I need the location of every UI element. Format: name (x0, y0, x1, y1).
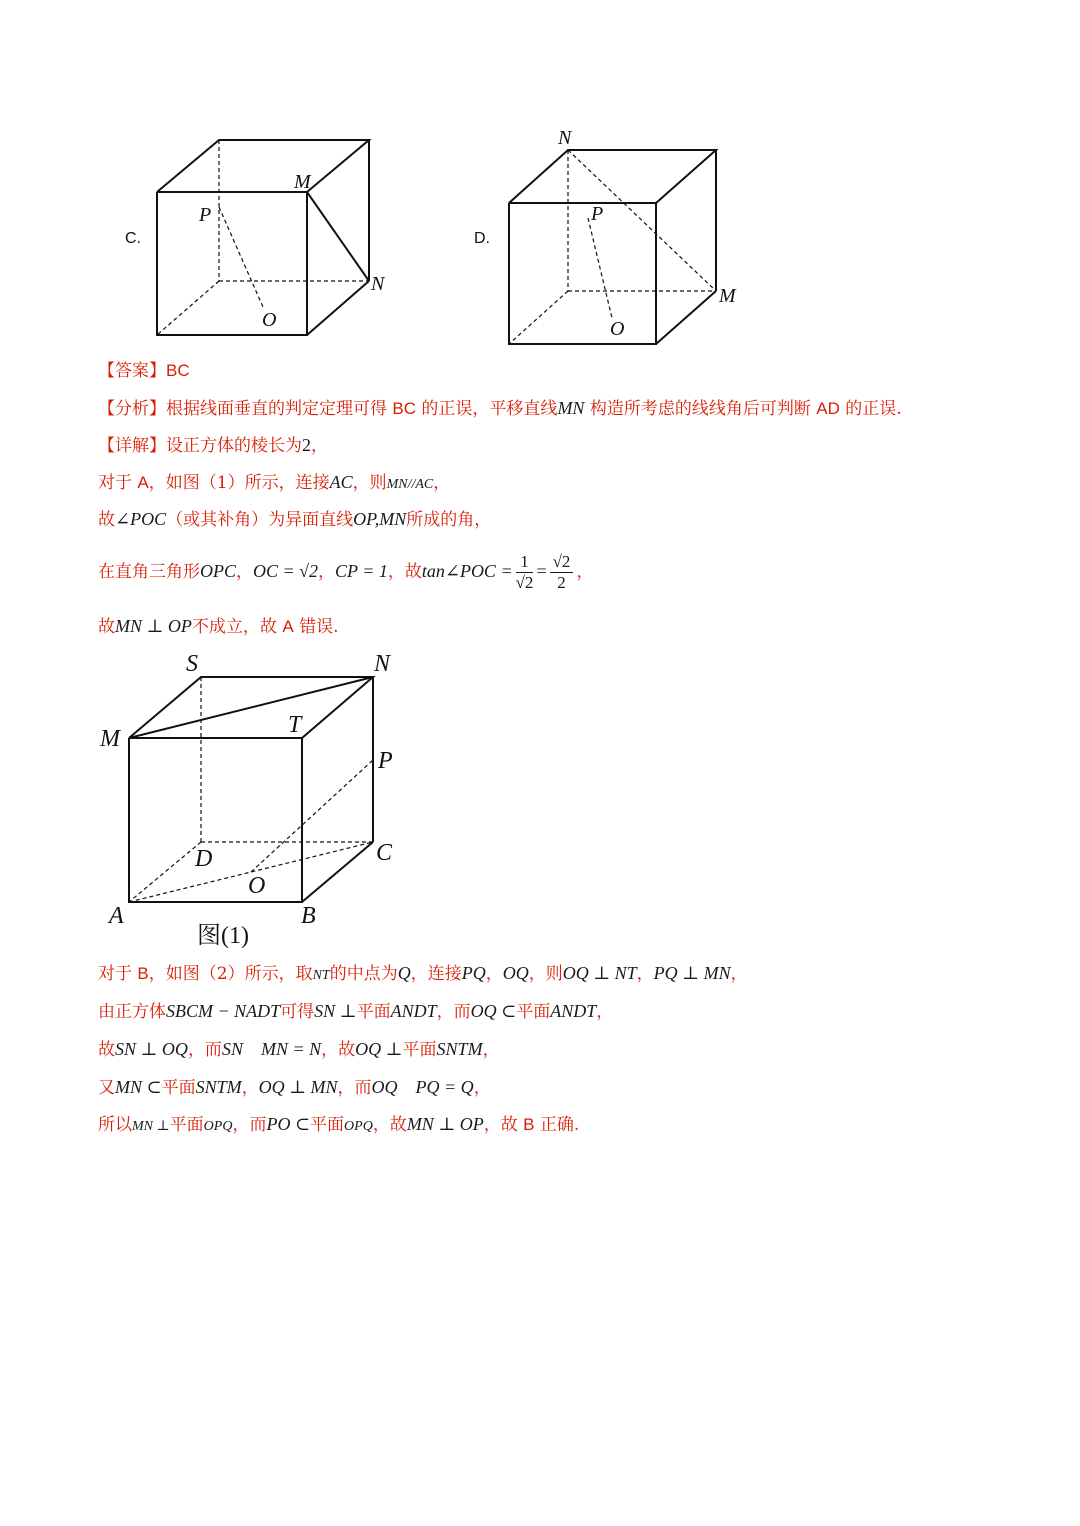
label-s: S (186, 651, 198, 677)
option-ref: AD (816, 399, 840, 418)
answer-bracket: 【答案】 (98, 361, 166, 381)
text: 设正方体的棱长为 (166, 436, 302, 456)
text: 不成立，故 (191, 617, 283, 637)
label-n: N (371, 273, 385, 295)
figure-caption: 图(1) (197, 923, 249, 949)
option-a-line-1 (98, 470, 450, 497)
cube-figure-c (157, 140, 369, 335)
text: 由正方体 (98, 1002, 166, 1022)
text: 正确. (534, 1115, 580, 1135)
label-m: M (294, 171, 311, 193)
math: OC = √2 (253, 561, 319, 581)
label-p: P (378, 748, 393, 774)
text: 所成的角， (406, 510, 492, 530)
detail-line (98, 433, 328, 458)
text: ，则 (352, 473, 387, 493)
text: 故 (98, 510, 115, 530)
text: ，故 (321, 1040, 356, 1060)
text: 平面 (356, 1002, 391, 1022)
option-b-line-2 (98, 999, 613, 1024)
option-ref: A (282, 617, 294, 636)
label-m: M (719, 285, 736, 307)
text: ，则 (528, 964, 563, 984)
text: 平面 (161, 1078, 196, 1098)
label-p: P (591, 203, 604, 225)
math: SN ⊥ OQ (115, 1039, 188, 1059)
text: 故 (98, 1040, 115, 1060)
text: ， (241, 1078, 259, 1098)
label-n: N (374, 651, 391, 677)
math: tan∠POC = (421, 561, 513, 581)
text: 的正误，平移直线 (416, 399, 558, 419)
math: MN//AC (386, 477, 434, 492)
text: ，故 (387, 562, 422, 582)
text: ， (236, 562, 253, 582)
math: PQ ⊥ MN (653, 963, 731, 983)
math: MN ⊂ (115, 1077, 162, 1097)
math: OQ ⊥ NT (562, 963, 637, 983)
text: ，而 (436, 1002, 471, 1022)
text: 平面 (310, 1115, 345, 1135)
label-c: C (376, 840, 393, 866)
analysis-line (98, 396, 902, 421)
text: 又 (98, 1078, 115, 1098)
option-a-line-3 (98, 552, 593, 593)
answer-value: BC (166, 361, 190, 380)
option-ref: BC (392, 399, 417, 418)
math: 2 (302, 435, 311, 455)
text: ，而 (232, 1115, 267, 1135)
cube-figure-1 (129, 677, 373, 902)
text: ， (636, 964, 654, 984)
text: 所以 (98, 1115, 132, 1135)
text: 根据线面垂直的判定定理可得 (166, 399, 393, 419)
text: ， (485, 964, 503, 984)
text: ，而 (337, 1078, 372, 1098)
text: ， (576, 562, 594, 582)
math: MN ⊥ OP (406, 1114, 484, 1134)
label-d: D (195, 846, 213, 872)
text: ， (730, 964, 748, 984)
math: OP,MN (353, 509, 407, 529)
math: OQ PQ = Q (371, 1077, 474, 1097)
numerator: 1 (516, 552, 534, 573)
math: MN ⊥ OP (115, 616, 192, 636)
text: ，故 (372, 1115, 407, 1135)
text: （或其补角）为异面直线 (166, 510, 354, 530)
text: ，而 (187, 1040, 222, 1060)
option-b-line-3 (98, 1037, 500, 1062)
numerator: √2 (550, 552, 574, 573)
denominator: √2 (515, 573, 534, 592)
analysis-bracket: 【分析】 (98, 399, 166, 419)
text: 平面 (402, 1040, 437, 1060)
text: 的中点为 (329, 964, 398, 984)
math: = (536, 561, 547, 581)
text: ， (473, 1078, 491, 1098)
label-o: O (610, 318, 625, 340)
text: ， (482, 1040, 500, 1060)
text: 对于 (98, 964, 138, 984)
label-b: B (301, 903, 316, 929)
text: 错误. (293, 617, 339, 637)
denominator: 2 (557, 573, 566, 592)
text: 在直角三角形 (98, 562, 200, 582)
math: SBCM − NADT (166, 1001, 281, 1021)
label-a: A (109, 903, 124, 929)
option-a-line-2 (98, 507, 491, 532)
text: 的正误. (839, 399, 902, 419)
text: ， (318, 562, 336, 582)
math: NT (312, 968, 330, 983)
math: ∠POC (115, 509, 167, 529)
math: CP = 1 (335, 561, 388, 581)
fraction (516, 552, 534, 593)
math: OPQ (203, 1119, 233, 1134)
math: SN MN = N (221, 1039, 322, 1059)
text: 故 (98, 617, 115, 637)
option-ref: B (137, 964, 149, 983)
text: 构造所考虑的线线角后可判断 (584, 399, 817, 419)
math: OQ ⊥ MN (258, 1077, 338, 1097)
text: ，连接 (410, 964, 462, 984)
text: ， (596, 1002, 614, 1022)
math: ANDT (550, 1001, 597, 1021)
math: Q (397, 963, 411, 983)
math: AC (329, 472, 353, 492)
option-d-label: D. (474, 230, 490, 247)
option-a-line-4 (98, 614, 338, 639)
math: ANDT (390, 1001, 437, 1021)
fraction (550, 552, 574, 593)
math: OQ (502, 963, 529, 983)
text: ，故 (483, 1115, 524, 1135)
cube-figure-d (509, 150, 716, 344)
text: 可得 (280, 1002, 315, 1022)
option-ref: A (137, 473, 149, 492)
math: SN ⊥ (314, 1001, 357, 1021)
label-o: O (262, 309, 277, 331)
text: ， (433, 473, 451, 493)
text: 平面 (516, 1002, 551, 1022)
option-c-label: C. (125, 230, 141, 247)
detail-bracket: 【详解】 (98, 436, 166, 456)
math: MN (557, 398, 585, 418)
text: ， (311, 436, 328, 456)
text: ，如图（1）所示，连接 (148, 473, 330, 493)
math: SNTM (436, 1039, 483, 1059)
option-b-line-4 (98, 1075, 491, 1100)
math: OQ ⊂ (470, 1001, 517, 1021)
option-b-line-1 (98, 961, 748, 988)
math: OPC (200, 561, 236, 581)
label-m: M (100, 726, 120, 752)
answer-line (98, 359, 190, 383)
text: ，如图（2）所示，取 (148, 964, 313, 984)
math: SNTM (195, 1077, 242, 1097)
text: 对于 (98, 473, 138, 493)
math: OPQ (344, 1119, 373, 1134)
math: PO ⊂ (266, 1114, 311, 1134)
option-ref: B (523, 1115, 535, 1134)
option-b-line-5 (98, 1112, 579, 1139)
text: 平面 (169, 1115, 204, 1135)
label-n: N (558, 127, 572, 149)
label-t: T (288, 712, 302, 738)
math: OQ ⊥ (355, 1039, 403, 1059)
label-p: P (199, 204, 212, 226)
label-o: O (248, 873, 266, 899)
math: PQ (461, 963, 486, 983)
math: MN ⊥ (132, 1119, 170, 1134)
